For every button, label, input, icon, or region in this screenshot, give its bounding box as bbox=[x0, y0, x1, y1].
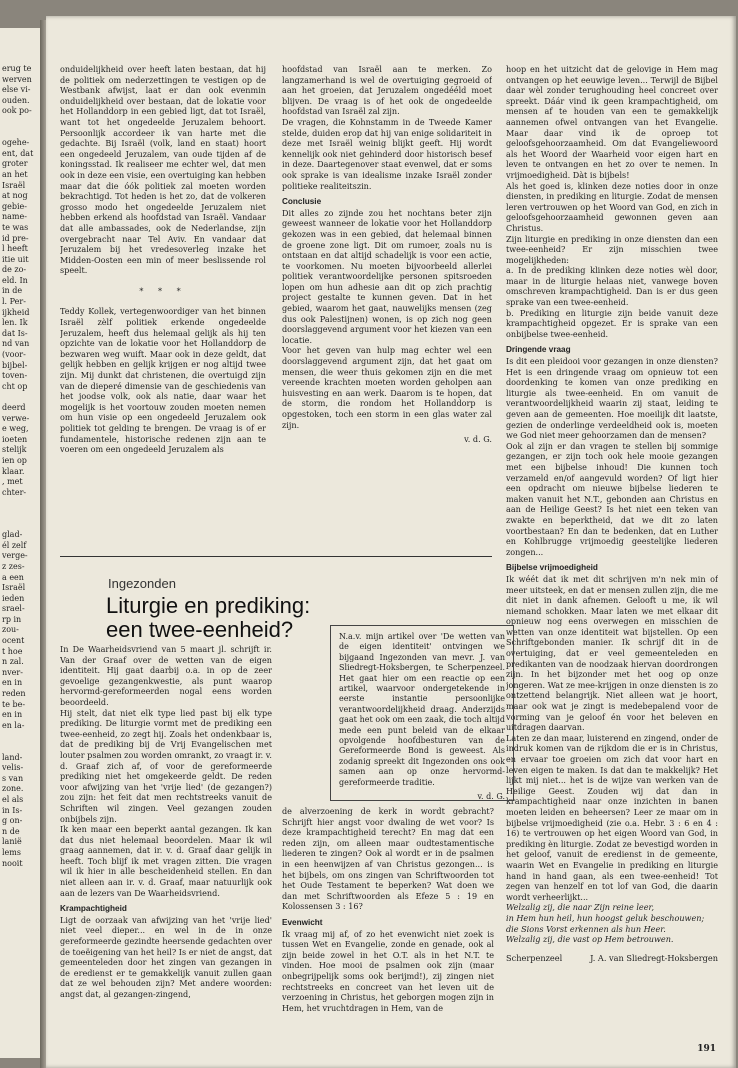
left-page-line: a een bbox=[2, 572, 24, 582]
left-page-line: cht op bbox=[2, 381, 28, 391]
left-page-line: deerd bbox=[2, 403, 26, 412]
left-page-line: e weg, bbox=[2, 424, 29, 434]
left-page-line: ogehe- bbox=[2, 138, 30, 148]
paragraph: Ik ken maar een beperkt aantal gezangen. Ik kan dat dus niet helemaal beoordelen. Maar ik wil graag aannemen, dat ir. v. d. Graaf daar gelijk in heeft. Toch blijf ik met vragen zitten. Die vragen wil ik hier in alle bescheidenheid stellen. En dan niet alleen aan ir. v. d. Graaf, maar natuurlijk ook aan de lezers van De Waarheidsvriend. bbox=[60, 824, 272, 898]
paragraph: Ik wéét dat ik met dit schrijven m'n nek min of meer uitsteek, en dat er mensen zullen zijn, die me dit niet in dank afnemen. Gelooft u me, ik wil niemand schokken. Maar laten we met elkaar dit opnieuw nog eens overwegen en misschien de wetten van onze identiteit wat bijstellen. Op een Schriftgebonden manier. Ik schrijf dit in de overtuiging, dat er veel gemeenteleden en predikanten van de noodzaak hiervan doordrongen zijn. In het bijzonder met het oog op onze jongeren. Wat ze mee-krijgen in onze diensten is zo ontzettend belangrijk. Niet alleen wat je hoort, maar ook wat je zingt is medebepalend voor de vorming van je geloof én voor het beleven en uitdragen daarvan. bbox=[506, 573, 718, 733]
left-page-line: at nog bbox=[2, 191, 28, 201]
author-line bbox=[506, 953, 718, 964]
left-page-line: werven bbox=[2, 74, 32, 84]
left-page-line: land- bbox=[2, 752, 23, 762]
left-page-line: (voor- bbox=[2, 350, 26, 360]
left-page-line: groter bbox=[2, 159, 28, 169]
section-break-stars: * * * bbox=[139, 285, 187, 296]
left-page-line: zone. bbox=[2, 784, 24, 794]
poem-line: in Hem hun heil, hun hoogst geluk beschouwen; bbox=[506, 912, 705, 923]
article-title: Liturgie en prediking: een twee-eenheid? bbox=[106, 593, 311, 642]
left-page-line: nooit bbox=[2, 858, 23, 868]
paragraph: Dit alles zo zijnde zou het nochtans beter zijn geweest wanneer de lokatie voor het Hollanddorp gekozen was in een gebied, dat helemaal binnen de groene zone ligt. Dit om rumoer, zoals nu is ontstaan en dat altijd schadelijk is voor een actie, te voorkomen. Nu moeten bijvoorbeeld allerlei politiek verantwoordelijke personen spitsroeden lopen om hun adhesie aan dit op zich prachtig project gestalte te kunnen geven. Dat in het gebied, waarom het gaat, nauwelijks mensen (zeg dus ook Palestijnen) wonen, is op zich nog geen doorslaggevend argument voor het kiezen van een locatie. bbox=[282, 207, 492, 345]
paragraph: Ook al zijn er dan vragen te stellen bij sommige gezangen, er zijn toch ook hele mooie gezangen met een bijbelse inhoud! Die kunnen toch verzameld en/of aangevuld worden? Of ligt hier een opdracht om nieuwe bijbelse liederen te maken vanuit het N.T., gebonden aan Christus en aan de Heilige Geest? Is het niet een teken van zwakte en beperktheid, dat we dit zo laten voortbestaan? En dan te bedenken, dat en Luther en Kohlbrugge vrijmoedig geestelijke liederen zongen... bbox=[506, 440, 718, 557]
left-page-line: erug te bbox=[2, 64, 32, 73]
editorial-note-text: N.a.v. mijn artikel over 'De wetten van de eigen identiteit' ontvingen we bijgaand Ingezonden van mevr. J. van Sliedregt-Hoksbergen, te Scherpenzeel. Het gaat hier om een reactie op een artikel, waarvoor ondergetekende in eerste instantie persoonlijke verantwoordelijkheid draag. Anderzijds gaat het ook om een zaak, die toch altijd mede een punt beleid van de elkaar opvolgende hoofdbesturen van de Gereformeerde Bond is geweest. Als zodanig spreekt dit Ingezonden ons ook samen aan op onze hervormd-gereformeerde traditie. bbox=[339, 632, 505, 787]
paragraph: In De Waarheidsvriend van 5 maart jl. schrijft ir. Van der Graaf over de wetten van de eigen identiteit. Hij gaat daarbij o.a. in op de zeer gevoelige gezangenkwestie, als punt waarop hervormd-gereformeerden nogal eens worden beoordeeld. bbox=[60, 644, 272, 707]
left-page-line: , met bbox=[2, 477, 23, 487]
left-page-line bbox=[2, 392, 42, 403]
left-page-line: velis- bbox=[2, 763, 24, 773]
left-page-line: el als bbox=[2, 794, 24, 804]
left-page-line: nver- bbox=[2, 667, 23, 677]
left-page-line: z zes- bbox=[2, 561, 25, 571]
left-page-line: g on- bbox=[2, 816, 23, 826]
left-page-line: an het bbox=[2, 169, 28, 179]
left-page-text-fragments bbox=[2, 64, 42, 869]
left-page-line bbox=[2, 520, 42, 531]
subheading-krampachtigheid: Krampachtigheid bbox=[60, 904, 127, 914]
left-page-line: ien op bbox=[2, 455, 27, 465]
left-page-line: in Is- bbox=[2, 805, 23, 815]
left-page-line bbox=[2, 509, 42, 520]
left-page-line: en in bbox=[2, 678, 23, 688]
left-page-line: n zal. bbox=[2, 657, 24, 667]
left-page-line: else vi- bbox=[2, 85, 31, 95]
left-page-line: ouden. bbox=[2, 95, 30, 105]
paragraph: Zijn liturgie en prediking in onze diensten dan een twee-eenheid? Er zijn misschien twee mogelijkheden: bbox=[506, 233, 718, 265]
left-page-line: dat Is- bbox=[2, 328, 28, 338]
left-page-line: lems bbox=[2, 847, 21, 857]
paragraph: Voor het geven van hulp mag echter wel een doorslaggevend argument zijn, dat het gaat om mensen, die weer thuis gekomen zijn en die met vereende krachten moeten worden geholpen aan huisvesting en aan werk. Daarom is te hopen, dat de storm, die rondom het Hollanddorp is opgestoken, toch een storm in een glas water zal zijn. bbox=[282, 345, 492, 430]
left-page-line: itie uit bbox=[2, 254, 29, 264]
left-page-line: in de bbox=[2, 286, 23, 296]
subheading-conclusie: Conclusie bbox=[282, 197, 322, 207]
left-page-line: verge- bbox=[2, 551, 28, 561]
left-page-line: rp in bbox=[2, 614, 22, 624]
paragraph: onduidelijkheid over heeft laten bestaan, dat hij de politiek om nederzettingen te vestigen op de Westbank afwijst, laat er dan ook evenmin onduidelijkheid over bestaan, dat de lokatie voor het Hollanddorp in een gebied ligt, dat tot Israël, want tot het ongedeelde Jeruzalem behoort. Persoonlijk accordeer ik van harte met die gedachte. Bij Israël (volk, land en staat) hoort een ongedeeld Jeruzalem, van oude tijden af de koningsstad. Ik realiseer me echter wel, dat men ook in deze een visie, een overtuiging kan hebben maar dat die óók politiek zal moeten worden bekrachtigd. Tot heden is het zo, dat de volkeren grosso modo het ongedeelde Jeruzalem niet hebben erkend als hoofdstad van Israël. Vandaar dat alle ambassades, ook de Nederlandse, zijn overgebracht naar Tel Aviv. En vandaar dat Jeruzalem bij het vredesoverleg inzake het Midden-Oosten een min of meer beslissende rol speelt. bbox=[60, 64, 266, 276]
left-page-line: en la- bbox=[2, 720, 25, 730]
article-column-2 bbox=[282, 806, 494, 1054]
paragraph: hoofdstad van Israël aan te merken. Zo langzamerhand is wel de overtuiging gegroeid of aan het groeien, dat Jeruzalem ongedééld moet blijven. De vraag is of het ook de ongedeelde hoofdstad van Israël zal zijn. bbox=[282, 64, 492, 117]
left-page-line: l heeft bbox=[2, 244, 28, 254]
left-page-line: chter- bbox=[2, 487, 27, 497]
subheading-evenwicht: Evenwicht bbox=[282, 917, 323, 927]
left-page-line: ieden bbox=[2, 593, 25, 603]
subheading-dringende-vraag: Dringende vraag bbox=[506, 345, 571, 355]
left-page-line: en in bbox=[2, 710, 23, 720]
left-page-line: glad- bbox=[2, 530, 23, 540]
left-page-line: verwe- bbox=[2, 413, 30, 423]
left-page-line: s van bbox=[2, 773, 24, 783]
page-number: 191 bbox=[697, 1044, 716, 1054]
paragraph: Als het goed is, klinken deze noties door in onze diensten, in prediking en liturgie. Zodat de mensen leren vertrouwen op het Woord van God, en zich in geloofsgehoorzaamheid gewonnen geven aan Christus. bbox=[506, 180, 718, 233]
left-page-line: name- bbox=[2, 212, 27, 222]
signature: v. d. G. bbox=[464, 434, 492, 445]
left-page-line: id pre- bbox=[2, 233, 29, 243]
paragraph: b. Prediking en liturgie zijn beide vanuit deze krampachtigheid opgezet. Er is sprake van een onbijbelse twee-eenheid. bbox=[506, 307, 718, 339]
section-label: Ingezonden bbox=[108, 576, 176, 591]
editorial-note-signature: v. d. G. bbox=[477, 792, 505, 802]
left-page-line: srael- bbox=[2, 604, 25, 614]
left-page-line: gebie- bbox=[2, 201, 27, 211]
poem-line: Welzalig zij, die vast op Hem betrouwen. bbox=[506, 934, 674, 945]
paragraph: hoop en het uitzicht dat de gelovige in Hem mag ontvangen op het eeuwige leven... Terwijl de Bijbel daar wèl zonder terughouding heel concreet over spreekt. Dáár vind ik geen krampachtigheid, om mensen af te houden van een te gemakkelijk aannemen ofwel ontvangen van het Evangelie. Maar daar vind ik de oproep tot geloofsgehoorzaamheid. Om dat Evangeliewoord als het Woord der Waarheid voor eigen hart en leven te ontvangen en het zo over te nemen. In vrijmoedigheid. Dàt is bijbels! bbox=[506, 64, 718, 180]
left-page-line: len. Ik bbox=[2, 318, 28, 328]
paragraph: Laten ze dan maar, luisterend en zingend, onder de indruk komen van de rijkdom die er is in Christus, en ervaar toe groeien om zich dat voor hart en leven eigen te maken. Is dat dan te makkelijk? Het lijkt mij niet... het is de wijze van werken van de Heilige Geest. Zouden wij dat dan in krampachtigheid naar onze inzichten in banen moeten leiden en beheersen? Leer ze maar om in bijbelse vrijmoedigheid (zie o.a. Hebr. 3 : 6 en 4 : 16) te vertrouwen op het eigen Woord van God, in prediking èn liturgie. Zodat ze bevestigd worden in het geloof, vanuit de eredienst in de gemeente, waarin Wet en Evangelie in prediking en liturgie hand in hand gaan, als een twee-eenheid! Tot zegen van henzelf en tot lof van God, die daarin wordt verheerlijkt... bbox=[506, 732, 718, 902]
left-page-line: klaar. bbox=[2, 466, 25, 476]
paragraph: Ligt de oorzaak van afwijzing van het 'vrije lied' niet veel dieper... en wel in de in onze gereformeerde gezindte heersende gedachten over de toeëigening van het heil? Is er niet de angst, dat gemeenteleden door het zingen van gezangen in de eredienst er te gemakkelijk vanuit zullen gaan dat ze wel behouden zijn? Met andere woorden: angst dat, al gezangen-zingend, bbox=[60, 914, 272, 999]
left-page-line: n de bbox=[2, 826, 20, 836]
left-page-line: ent, dat bbox=[2, 148, 34, 158]
paragraph: a. In de prediking klinken deze noties wèl door, maar in de liturgie helaas niet, vanwege boven omschreven krampachtigheid. Dan is er dus geen sprake van een twee-eenheid. bbox=[506, 265, 718, 308]
paragraph: Ik vraag mij af, of zo het evenwicht niet zoek is tussen Wet en Evangelie, zonde en genade, ook al zijn beide zowel in het O.T. als in het N.T. te vinden. Hoe mooi de psalmen ook zijn (maar onbegrijpelijk soms ook berijmd!), zij zingen niet rechtstreeks en concreet van het leven uit de verzoening in Christus, het geborgen mogen zijn in Hem, het vruchtdragen in Hem, van de bbox=[282, 928, 494, 1013]
subheading-bijbelse-vrijmoedigheid: Bijbelse vrijmoedigheid bbox=[506, 563, 598, 573]
poem-line: die Sions Vorst erkennen als hun Heer. bbox=[506, 923, 666, 934]
left-page-line: zou- bbox=[2, 625, 19, 635]
left-page-line: te be- bbox=[2, 699, 26, 709]
paragraph: Teddy Kollek, vertegenwoordiger van het binnen Israël zèlf politiek erkende ongedeelde Jeruzalem, heeft dus helemaal gelijk als hij ten opzichte van de lokatie voor het Hollanddorp de bezwaren weg wuift. Maar ook in deze geldt, dat gelijk hebben en gelijk krijgen er nog altijd twee zijn. Mij dunkt dat christenen, die overtuigd zijn van de dieperé dimensie van de geschiedenis van het joodse volk, ook als natie, daar waar het mogelijk is het voortouw zouden moeten nemen om hun visie op een ongedeeld Jeruzalem ook politiek tot gelding te brengen. De vraag is of er fundamentele, historische redenen zijn aan te voeren om een ongedeeld Jeruzalem als bbox=[60, 306, 266, 455]
editorial-note-box bbox=[330, 625, 514, 801]
author-name: J. A. van Sliedregt-Hoksbergen bbox=[590, 952, 718, 963]
left-page-line bbox=[2, 128, 42, 139]
left-page-line: eld. In bbox=[2, 275, 28, 285]
column-1-continuation bbox=[60, 64, 266, 550]
left-page-line: ioeten bbox=[2, 434, 28, 444]
left-page-line bbox=[2, 117, 42, 128]
right-page bbox=[46, 16, 736, 1068]
left-page-line: nd van bbox=[2, 339, 30, 349]
left-page-line: l. Per- bbox=[2, 297, 26, 307]
poem-line: Welzalig zij, die naar Zijn reine leer, bbox=[506, 902, 655, 913]
left-page-line: t hoe bbox=[2, 646, 23, 656]
left-page-line: toven- bbox=[2, 371, 28, 381]
left-page-line: Israël bbox=[2, 583, 26, 593]
left-page-line bbox=[2, 742, 42, 753]
left-page-edge bbox=[0, 28, 42, 1058]
left-page-line: te was bbox=[2, 222, 29, 232]
article-column-1 bbox=[60, 644, 272, 1052]
column-3-ingezonden-continuation bbox=[506, 64, 718, 1054]
paragraph: Hij stelt, dat niet elk type lied past bij elk type prediking. De liturgie vormt met de prediking een twee-eenheid, zo zegt hij. Zoals het ondenkbaar is, dat de prediking bij de Vrij Evangelischen met louter psalmen zou worden omrankt, zo vraagt ir. v. d. Graaf zich af, of voor de gereformeerde prediking niet het omgekeerde geldt. De reden voor afwijzing van het 'vrije lied' (de gezangen?) zou zijn: het feit dat men rechtstreeks vanuit de Schriften wil zingen. Veel gezangen zouden onbijbels zijn. bbox=[60, 707, 272, 824]
left-page-line: Israël bbox=[2, 180, 26, 190]
left-page-line: bijbel- bbox=[2, 360, 28, 370]
author-place: Scherpenzeel bbox=[506, 952, 563, 963]
left-page-line: ook po- bbox=[2, 106, 32, 116]
left-page-line bbox=[2, 731, 42, 742]
left-page-line bbox=[2, 498, 42, 509]
paragraph: Is dit een pleidooi voor gezangen in onze diensten? Het is een dringende vraag om opnieuw tot een doordenking te komen van onze prediking en liturgie als twee-eenheid. En om vanuit de verantwoordelijkheid waarin zij staat, leiding te geven aan de gemeenten. Hoe moeilijk dit laatste, gezien de onderlinge verdeeldheid ook is, moeten we God niet meer gehoorzamen dan de mensen? bbox=[506, 356, 718, 441]
column-2-continuation bbox=[282, 64, 492, 552]
left-page-line: stelijk bbox=[2, 445, 27, 455]
left-page-line: ocent bbox=[2, 636, 25, 646]
left-page-line: lanië bbox=[2, 837, 22, 847]
paragraph: de alverzoening de kerk in wordt gebracht? Schrijft hier angst voor dwaling de wet voor? Is deze krampachtigheid terecht? En mag dat een reden zijn, om alleen maar oudtestamentische liederen te zingen? Ook al wordt er in de psalmen in een heenwijzen af van Christus gezongen... is het bijbels, om ons zingen van Schriftwoorden tot het Oude Testament te beperken? Wat doen we dan met Schriftwoorden als Efeze 5 : 19 en Kolossensen 3 : 16? bbox=[282, 806, 494, 912]
closing-poem bbox=[506, 902, 718, 944]
paragraph: De vragen, die Kohnstamm in de Tweede Kamer stelde, duiden erop dat hij van enige solidariteit in deze met Israël weinig blijkt geeft. Hij wordt kennelijk ook niet gehinderd door historisch besef in deze. Daartegenover staat evenwel, dat er soms ook sprake is van idealisme inzake Israël zonder politieke realiteitszin. bbox=[282, 116, 492, 191]
left-page-line: reden bbox=[2, 689, 26, 699]
divider bbox=[60, 556, 492, 557]
left-page-line: ijkheid bbox=[2, 307, 30, 317]
left-page-line: de zo- bbox=[2, 265, 27, 275]
left-page-line: él zelf bbox=[2, 540, 27, 550]
